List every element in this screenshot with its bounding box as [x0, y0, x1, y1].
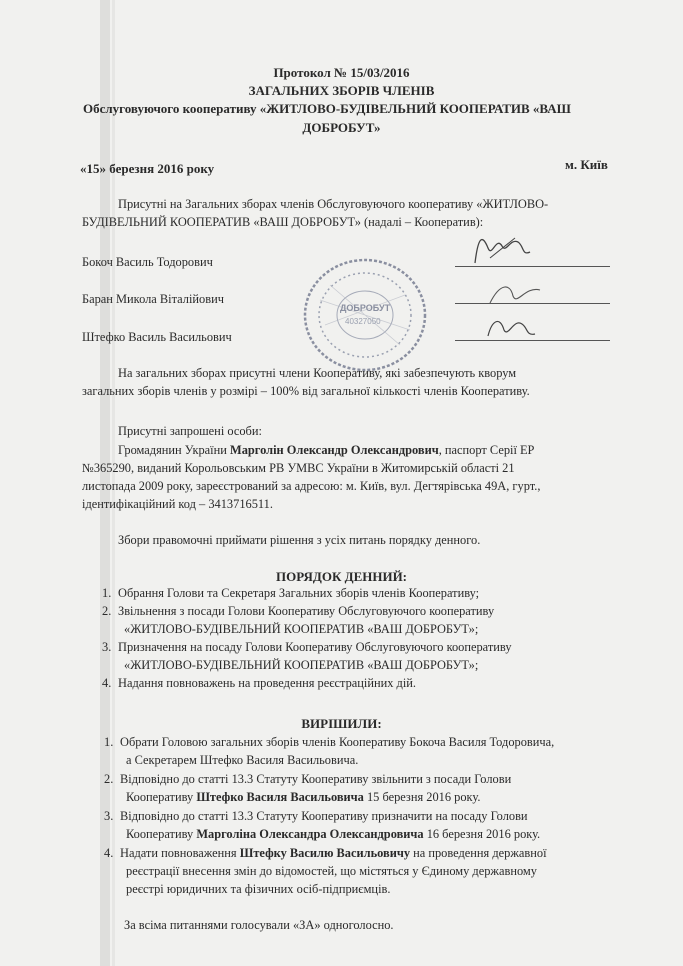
decision-text: Кооперативу: [126, 827, 197, 841]
signature-bokoch: [470, 228, 540, 268]
agenda-item-2-cont: «ЖИТЛОВО-БУДІВЕЛЬНИЙ КООПЕРАТИВ «ВАШ ДОБРОБУТ»;: [124, 622, 479, 636]
decision-1-cont: а Секретарем Штефко Василя Васильовича.: [126, 753, 359, 767]
decision-2: [104, 772, 511, 787]
decision-num: 1.: [104, 735, 114, 749]
decision-num: 4.: [104, 846, 114, 860]
agenda-num: 3.: [102, 640, 112, 654]
decision-text: Відповідно до статті 13.3 Статуту Кооперативу звільнити з посади Голови: [120, 772, 512, 786]
decision-person: Марголіна Олександра Олександровича: [196, 827, 424, 841]
agenda-num: 1.: [102, 586, 112, 600]
agenda-item-2: [102, 604, 494, 619]
cooperative-name-line1: Обслуговуючого кооперативу «ЖИТЛОВО-БУДІВЕЛЬНИЙ КООПЕРАТИВ «ВАШ: [83, 101, 571, 116]
protocol-date: «15» березня 2016 року: [80, 161, 215, 176]
invited-person-name: Марголін Олександр Олександрович: [230, 443, 439, 457]
stamp-text: ДОБРОБУТ: [340, 303, 391, 313]
decision-4-cont2: реєстрі юридичних та фізичних осіб-підприємців.: [126, 882, 391, 896]
signature-baran: [485, 278, 545, 308]
invited-line4: ідентифікаційний код – 3413716511.: [82, 497, 273, 511]
decision-person: Штефко Василя Васильовича: [196, 790, 364, 804]
decision-3-cont: [126, 827, 540, 842]
protocol-title: Протокол № 15/03/2016: [273, 65, 410, 80]
protocol-city: м. Київ: [565, 157, 608, 172]
signature-shtefko: [480, 308, 540, 343]
invited-passport: , паспорт Серії ЕР: [438, 443, 535, 457]
agenda-heading: ПОРЯДОК ДЕННИЙ:: [275, 569, 408, 584]
present-intro-line2: БУДІВЕЛЬНИЙ КООПЕРАТИВ «ВАШ ДОБРОБУТ» (надалі – Кооператив):: [82, 215, 484, 229]
invited-line3: листопада 2009 року, зареєстрований за адресою: м. Київ, вул. Дегтярівська 49А, гурт.,: [82, 479, 541, 493]
vote-statement: За всіма питаннями голосували «ЗА» одноголосно.: [124, 918, 394, 932]
decision-text: Кооперативу: [126, 790, 197, 804]
invited-line1: [118, 443, 534, 458]
decision-num: 3.: [104, 809, 114, 823]
agenda-text: Призначення на посаду Голови Кооперативу Обслуговуючого кооперативу: [118, 640, 512, 654]
decision-text: 15 березня 2016 року.: [363, 790, 481, 804]
quorum-line2: загальних зборів членів у розмірі – 100% від загальної кількості членів Кооперативу.: [82, 384, 530, 398]
decision-text: Обрати Головою загальних зборів членів Кооперативу Бокоча Василя Тодоровича,: [120, 735, 555, 749]
agenda-text: Обрання Голови та Секретаря Загальних зборів членів Кооперативу;: [118, 586, 480, 600]
agenda-item-1: [102, 586, 479, 601]
decision-text: на проведення державної: [410, 846, 547, 860]
cooperative-stamp: [300, 255, 430, 375]
decision-3: [104, 809, 528, 824]
stamp-code: 40327050: [345, 317, 381, 326]
member-name: Штефко Василь Васильович: [82, 330, 232, 344]
agenda-item-4: [102, 676, 416, 691]
agenda-item-3: [102, 640, 512, 655]
decision-text: Відповідно до статті 13.3 Статуту Кооперативу призначити на посаду Голови: [120, 809, 528, 823]
decisions-heading: ВИРІШИЛИ:: [301, 716, 382, 731]
invited-heading: Присутні запрошені особи:: [118, 424, 262, 438]
competence-statement: Збори правомочні приймати рішення з усіх питань порядку денного.: [118, 533, 481, 547]
agenda-text: Надання повноважень на проведення реєстраційних дій.: [118, 676, 417, 690]
member-name: Баран Микола Віталійович: [82, 292, 224, 306]
agenda-num: 2.: [102, 604, 112, 618]
agenda-num: 4.: [102, 676, 112, 690]
invited-prefix: Громадянин України: [118, 443, 230, 457]
present-intro-line1: Присутні на Загальних зборах членів Обслуговуючого кооперативу «ЖИТЛОВО-: [118, 197, 549, 211]
decision-person: Штефку Василю Васильовичу: [239, 846, 411, 860]
cooperative-name-line2: ДОБРОБУТ»: [302, 120, 381, 135]
decision-num: 2.: [104, 772, 114, 786]
decision-1: [104, 735, 554, 750]
member-name: Бокоч Василь Тодорович: [82, 255, 213, 269]
decision-text: Надати повноваження: [120, 846, 240, 860]
quorum-line1: На загальних зборах присутні члени Кооперативу, які забезпечують кворум: [118, 366, 517, 380]
invited-line2: №365290, виданий Корольовським РВ УМВС України в Житомирській області 21: [82, 461, 515, 475]
agenda-item-3-cont: «ЖИТЛОВО-БУДІВЕЛЬНИЙ КООПЕРАТИВ «ВАШ ДОБРОБУТ»;: [124, 658, 479, 672]
decision-text: 16 березня 2016 року.: [423, 827, 541, 841]
decision-4: [104, 846, 547, 861]
decision-2-cont: [126, 790, 480, 805]
agenda-text: Звільнення з посади Голови Кооперативу Обслуговуючого кооперативу: [118, 604, 495, 618]
protocol-subtitle: ЗАГАЛЬНИХ ЗБОРІВ ЧЛЕНІВ: [248, 83, 435, 98]
decision-4-cont: реєстрації внесення змін до відомостей, що містяться у Єдиному державному: [126, 864, 537, 878]
